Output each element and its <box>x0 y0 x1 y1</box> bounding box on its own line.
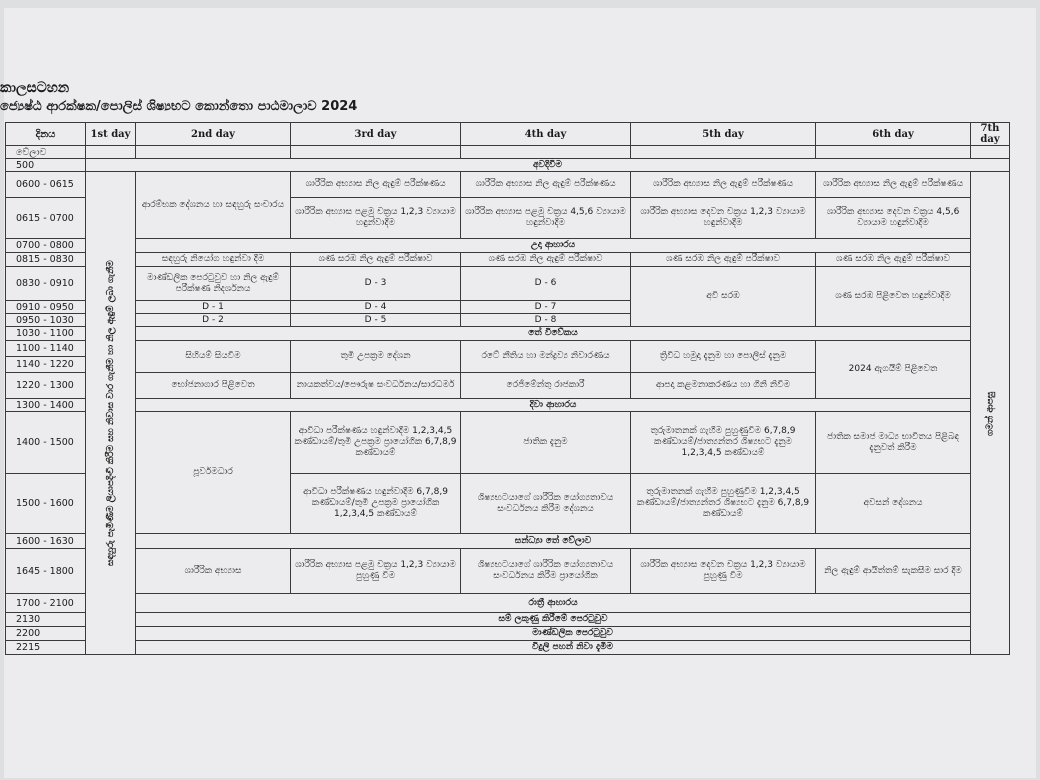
cell-day4: රටේ නීතිය හා මන්ද්‍රව්‍ය නිවාරණය <box>461 341 631 373</box>
time-cell: 2215 <box>6 641 86 655</box>
cell-day4: ජාතික දැනුම <box>461 412 631 474</box>
table-row <box>6 641 1010 655</box>
table-row <box>6 534 1010 549</box>
cell-day3: නායකත්වය/පෞරුෂ සංවර්ධනය/සාරධර්ම <box>291 373 461 399</box>
cell-day2: සිහියම් සියවීම <box>136 341 291 373</box>
time-cell: 1645 - 1800 <box>6 549 86 594</box>
cell-day2: පූර්වමධාර <box>136 412 291 534</box>
cell-day6: ජාතික සමාජ මාධ්‍ය භාවිතය පිළිබඳ දැනුවත් කිරීම <box>816 412 971 474</box>
cell-day3: ශාරීරික අභ්‍යාස නිල ඇඳුම් පරීක්ෂණය <box>291 172 461 198</box>
header-day5: 5th day <box>631 123 816 146</box>
header-day3: 3rd day <box>291 123 461 146</box>
table-row <box>6 594 1010 613</box>
cell-day3: තුමි උපක්‍රම දේශන <box>291 341 461 373</box>
time-cell: 0700 - 0800 <box>6 239 86 253</box>
header-day7: 7th day <box>971 123 1010 146</box>
cell-day3: ආවිධා පරීක්ෂණය හඳුන්වාදීම 1,2,3,4,5 කණ්ඩායම්/තුමි උපක්‍රම ප්‍රායෝගික 6,7,8,9 කණ්ඩායම් <box>291 412 461 474</box>
cell-day2: D - 2 <box>136 314 291 327</box>
table-row <box>6 399 1010 412</box>
header-day4: 4th day <box>461 123 631 146</box>
table-row <box>6 239 1010 253</box>
header-day6: 6th day <box>816 123 971 146</box>
time-cell: 1030 - 1100 <box>6 327 86 341</box>
cell-day5: ශණ සරඹ නිල ඇඳුම් පරීක්ෂාව <box>631 253 816 267</box>
cell-day5: තුරුමාතනක් ගැහීම පුහුණුවීම 1,2,3,4,5 කණ්ඩායම්/ජාත්‍යන්තර ශිෂ්‍යභට දැනුම 6,7,8,9 කණ්ඩායම් <box>631 474 816 534</box>
cell-day2: සඳහුරු නියෝග හඳුන්වා දීම <box>136 253 291 267</box>
table-row <box>6 159 1010 172</box>
table-row <box>6 627 1010 641</box>
full-row-cell: අවදිවීම <box>86 159 1010 172</box>
cell-day5: ශාරීරික අභ්‍යාස නිල ඇඳුම් පරීක්ෂණය <box>631 172 816 198</box>
page-title: කාලසටහන <box>0 80 70 96</box>
time-cell: 1300 - 1400 <box>6 399 86 412</box>
time-cell: 1500 - 1600 <box>6 474 86 534</box>
empty-cell <box>291 146 461 159</box>
table-row <box>6 613 1010 627</box>
table-row <box>6 267 1010 301</box>
full-row-cell: තේ විවේකය <box>136 327 971 341</box>
table-row <box>6 341 1010 357</box>
cell-day5: ආපදා කළමනාකරණය හා ගිනි නිවීම <box>631 373 816 399</box>
cell-day3: D - 5 <box>291 314 461 327</box>
cell-day3: ශාරීරික අභ්‍යාස පළමු චක්‍රය 1,2,3 ව්‍යායාම පුහුණු වීම <box>291 549 461 594</box>
cell-day2: ආරම්භක දේශනය හා සඳහුරු සංචාරය <box>136 172 291 239</box>
cell-day6: ශාරීරික අභ්‍යාස නිල ඇඳුම් පරීක්ෂණය <box>816 172 971 198</box>
time-cell: 1140 - 1220 <box>6 357 86 373</box>
time-cell: 1100 - 1140 <box>6 341 86 357</box>
cell-day4: D - 6 <box>461 267 631 301</box>
time-cell: 2130 <box>6 613 86 627</box>
cell-day6: ශණ සරඹ පිළිවෙත හඳුන්වාදීම <box>816 267 971 327</box>
full-row-cell: සන්ධ්‍යා තේ වේලාව <box>136 534 971 549</box>
time-cell: 0950 - 1030 <box>6 314 86 327</box>
cell-day5: අවි සරඹ <box>631 267 816 327</box>
table-row <box>6 549 1010 594</box>
cell-day5: ශාරීරික අභ්‍යාස දෙවන චක්‍රය 1,2,3 ව්‍යායාම හඳුන්වාදීම <box>631 198 816 239</box>
empty-cell <box>631 146 816 159</box>
full-row-cell: උදා ආහාරය <box>136 239 971 253</box>
full-row-cell: සම් ලකුණු කිරීමේ පෙරටුවුව <box>136 613 971 627</box>
cell-day2: D - 1 <box>136 301 291 314</box>
cell-day3: D - 3 <box>291 267 461 301</box>
time-cell: 2200 <box>6 627 86 641</box>
time-cell: වේලාව <box>6 146 86 159</box>
cell-day6: අවසන් දේශනය <box>816 474 971 534</box>
cell-day4: D - 7 <box>461 301 631 314</box>
time-cell: 1700 - 2100 <box>6 594 86 613</box>
header-day1: 1st day <box>86 123 136 146</box>
cell-day6: නිල ඇඳුම් ආයිත්තම් සැකසීම සාර දීම <box>816 549 971 594</box>
cell-day4: D - 8 <box>461 314 631 327</box>
cell-day3: D - 4 <box>291 301 461 314</box>
time-cell: 500 <box>6 159 86 172</box>
table-row <box>6 412 1010 474</box>
cell-day2: භෝජනාගාර පිළිවෙත <box>136 373 291 399</box>
cell-day4: ශාරීරික අභ්‍යාස නිල ඇඳුම් පරීක්ෂණය <box>461 172 631 198</box>
cell-day6: ශණ සරඹ නිල ඇඳුම් පරීක්ෂාව <box>816 253 971 267</box>
day7-vertical-cell: ගමන් ආපසු <box>971 172 1010 655</box>
full-row-cell: දිවා ආහාරය <box>136 399 971 412</box>
full-row-cell: රාත්‍රී ආහාරය <box>136 594 971 613</box>
time-cell: 1400 - 1500 <box>6 412 86 474</box>
table-row <box>6 253 1010 267</box>
header-day: දිනය <box>6 123 86 146</box>
header-day2: 2nd day <box>136 123 291 146</box>
cell-day4: රෙජිමේන්තු රාජකාරී <box>461 373 631 399</box>
table-row <box>6 146 1010 159</box>
time-cell: 0830 - 0910 <box>6 267 86 301</box>
time-cell: 0600 - 0615 <box>6 172 86 198</box>
cell-day6: ශාරීරික අභ්‍යාස දෙවන චක්‍රය 4,5,6 ව්‍යායාම හඳුන්වාදීම <box>816 198 971 239</box>
empty-cell <box>971 146 1010 159</box>
table-row <box>6 172 1010 198</box>
empty-cell <box>461 146 631 159</box>
time-cell: 1600 - 1630 <box>6 534 86 549</box>
header-row <box>6 123 1010 146</box>
cell-day4: ශිෂ්‍යභටයාගේ ශාරීරික යෝග්‍යතාවය සංවර්ධනය කිරීම දේශනය <box>461 474 631 534</box>
day1-vertical-cell: සඳහුරු පැමිණීම ලියාපදිංචි කිරීම සහ නිවාස වාර ගැනීම හා නිල ඇඳුම් ලබා ගැනීම <box>86 172 136 655</box>
cell-day4: ශාරීරික අභ්‍යාස පළමු චක්‍රය 4,5,6 ව්‍යායාම හඳුන්වාදීම <box>461 198 631 239</box>
time-cell: 1220 - 1300 <box>6 373 86 399</box>
cell-day2: මාණ්ඩලික පෙරටුවුව හා නිල ඇඳුම් පරීක්ෂණ නිදර්ශනය <box>136 267 291 301</box>
table-row <box>6 327 1010 341</box>
cell-day5: ත්‍රිවිධ හමුදා දැනුම හා පොලිස් දැනුම <box>631 341 816 373</box>
cell-day3: ආවිධා පරීක්ෂණය හඳුන්වාදීම 6,7,8,9 කණ්ඩායම්/තුමි උපක්‍රම ප්‍රායෝගික 1,2,3,4,5 කණ්ඩායම් <box>291 474 461 534</box>
cell-day4: ශිෂ්‍යභටයාගේ ශාරීරික යෝග්‍යතාවය සංවර්ධනය කිරීම ප්‍රායෝගික <box>461 549 631 594</box>
cell-day5: ශාරීරික අභ්‍යාස දෙවන චක්‍රය 1,2,3 ව්‍යායාම පුහුණු වීම <box>631 549 816 594</box>
cell-day2: ශාරීරික අභ්‍යාස <box>136 549 291 594</box>
empty-cell <box>136 146 291 159</box>
full-row-cell: මාණ්ඩලික පෙරටුවුව <box>136 627 1010 641</box>
timetable <box>5 122 1010 655</box>
cell-day5: තුරුමාතනක් ගැහීම පුහුණුවීම 6,7,8,9 කණ්ඩායම්/ජාත්‍යන්තර ශිෂ්‍යභට දැනුම 1,2,3,4,5 කණ්ඩායම් <box>631 412 816 474</box>
cell-day3: ශණ සරඹ නිල ඇඳුම් පරීක්ෂාව <box>291 253 461 267</box>
cell-day4: ශණ සරඹ නිල ඇඳුම් පරීක්ෂාව <box>461 253 631 267</box>
page-subtitle: ජ්‍යෙෂ්ඨ ආරක්ෂක/පොලිස් ශිෂ්‍යභට කොන්තො පාඨමාලාව 2024 <box>0 99 358 114</box>
time-cell: 0815 - 0830 <box>6 253 86 267</box>
time-cell: 0615 - 0700 <box>6 198 86 239</box>
cell-day6: 2024 ඇගයීම් පිළිවෙත <box>816 341 971 399</box>
cell-day3: ශාරීරික අභ්‍යාස පළමු චක්‍රය 1,2,3 ව්‍යායාම හඳුන්වාදීම <box>291 198 461 239</box>
empty-cell <box>816 146 971 159</box>
full-row-cell: විදුලි පහන් නිවා දැමීම <box>136 641 1010 655</box>
empty-cell <box>86 146 136 159</box>
time-cell: 0910 - 0950 <box>6 301 86 314</box>
